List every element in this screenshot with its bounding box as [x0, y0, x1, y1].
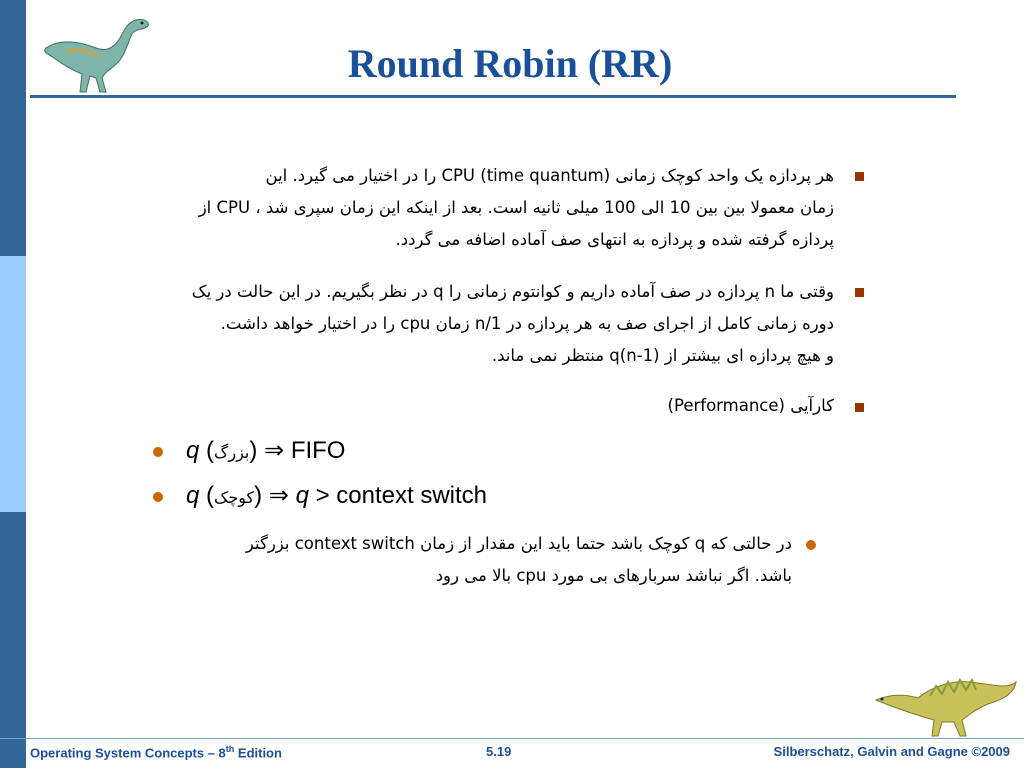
left-bar-segment-middle	[0, 256, 26, 512]
paragraph-3	[94, 390, 834, 422]
paragraph-2-line-2: دوره زمانی کامل از اجرای صف به هر پردازه در 1/n زمان cpu را در اختیار خواهد داشت.	[220, 314, 834, 333]
close-paren: )	[254, 482, 263, 509]
large-label: بزرگ	[214, 443, 250, 462]
open-paren: (	[206, 437, 215, 464]
paragraph-2	[94, 276, 834, 372]
footer-left	[30, 744, 282, 760]
bullet-square	[855, 288, 864, 297]
q-symbol: q	[186, 482, 200, 509]
footer-book-title: Operating System Concepts – 8	[30, 745, 226, 761]
small-label: کوچک	[214, 488, 255, 507]
implies-arrow: ⇒	[268, 482, 289, 509]
open-paren: (	[206, 482, 215, 509]
footer-rule	[0, 738, 1024, 739]
paragraph-2-line-1: وقتی ما n پردازه در صف آماده داریم و کوانتوم زمانی را q در نظر بگیریم. در این حالت در یک	[191, 282, 834, 301]
bullet-dot	[153, 447, 163, 457]
slide-title: Round Robin (RR)	[347, 41, 673, 86]
dinosaur-logo-bottom	[870, 660, 1020, 740]
footer-edition-suffix: th	[225, 744, 235, 754]
dinosaur-logo-top	[36, 8, 156, 96]
footer-copyright: Silberschatz, Galvin and Gagne ©2009	[773, 744, 1010, 759]
bullet-dot	[153, 492, 163, 502]
paragraph-4-line-2: باشد. اگر نباشد سربارهای بی مورد cpu بالا می رود	[435, 566, 792, 585]
performance-heading: کارآیی (Performance)	[667, 396, 834, 415]
title-underline	[30, 95, 956, 98]
fifo-result: FIFO	[290, 437, 346, 464]
bullet-square	[855, 403, 864, 412]
q-symbol: q	[186, 437, 200, 464]
close-paren: )	[249, 437, 258, 464]
paragraph-1	[94, 160, 834, 256]
bullet-square	[855, 172, 864, 181]
paragraph-1-line-2: زمان معمولا بین بین 10 الی 100 میلی ثانیه است. بعد از اینکه این زمان سپری شد ، CPU از	[198, 198, 834, 217]
left-color-bar	[0, 0, 26, 768]
q-symbol-2: q	[295, 482, 309, 509]
bullet-dot	[806, 540, 816, 550]
implies-arrow: ⇒	[264, 437, 285, 464]
left-bar-segment-top	[0, 0, 26, 256]
paragraph-1-line-1: هر پردازه یک واحد کوچک زمانی (time quantum) CPU را در اختیار می گیرد. این	[265, 166, 834, 185]
paragraph-2-line-3: و هیچ پردازه ای بیشتر از (n-1)q منتظر نمی ماند.	[491, 346, 834, 365]
paragraph-4-line-1: در حالتی که q کوچک باشد حتما باید این مقدار از زمان context switch بزرگتر	[245, 534, 792, 553]
paragraph-1-line-3: پردازه گرفته شده و پردازه به انتهای صف آماده اضافه می گردد.	[395, 230, 834, 249]
footer-page-number: 5.19	[486, 744, 512, 759]
footer-edition-word: Edition	[234, 745, 282, 761]
paragraph-4	[102, 528, 792, 592]
context-switch-result: > context switch	[315, 482, 488, 509]
sub-bullet-large-q	[186, 436, 345, 465]
left-bar-segment-bottom	[0, 512, 26, 768]
sub-bullet-small-q	[186, 481, 487, 510]
